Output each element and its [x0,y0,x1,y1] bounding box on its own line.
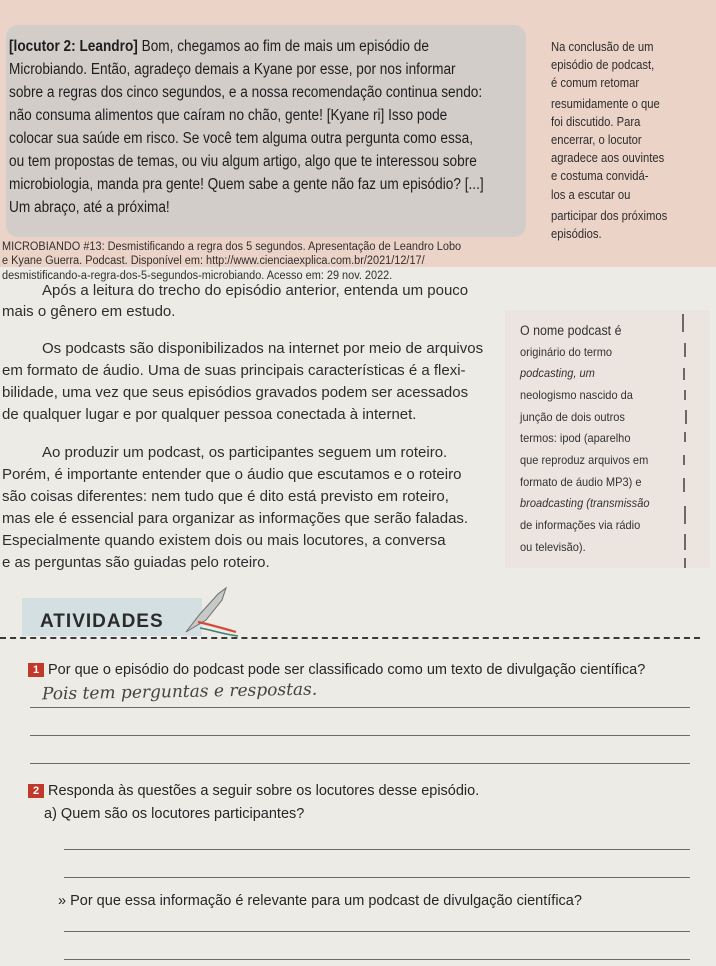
handwritten-answer-1: Pois tem perguntas e respostas. [41,679,318,705]
body-p1-line-2: mais o gênero em estudo. [2,303,176,320]
transcript-line-7: microbiologia, manda pra gente! Quem sabe a gente não faz um episódio? [...] [9,176,484,193]
sidebar-top-line-9: los a escutar ou [551,188,631,202]
transcript-line-1: [locutor 2: Leandro] Bom, chegamos ao fim de mais um episódio de [9,38,429,55]
body-p3-line-1: Ao produzir um podcast, os participantes seguem um roteiro. [42,444,448,461]
body-p2-line-4: de qualquer lugar e por qualquer pessoa conectada à internet. [2,406,417,423]
activities-title: ATIVIDADES [40,611,164,632]
glossary-bar-10 [684,534,686,550]
question-2-number: 2 [28,784,44,798]
glossary-line-10: de informações via rádio [520,518,641,532]
question-1-text: Por que o episódio do podcast pode ser classificado como um texto de divulgação científica? [48,662,646,678]
body-p2-line-2: em formato de áudio. Uma de suas principais características é a flexi- [2,362,466,379]
glossary-bar-7 [683,455,685,465]
sidebar-top-line-4: resumidamente o que [551,97,660,111]
body-p1-line-1: Após a leitura do trecho do episódio anterior, entenda um pouco [42,282,469,299]
glossary-bar-4 [684,390,686,400]
answer-line-2b-2 [64,959,690,960]
transcript-line-3: sobre a regras dos cinco segundos, e a nossa recomendação continua sendo: [9,84,483,101]
body-p3-line-6: e as perguntas são guiadas pelo roteiro. [2,554,270,571]
question-2-text: Responda às questões a seguir sobre os locutores desse episódio. [48,783,480,799]
glossary-line-6: termos: ipod (aparelho [520,431,631,445]
transcript-line-4: não consuma alimentos que caíram no chão, gente! [Kyane ri] Isso pode [9,107,448,124]
question-1 [28,662,645,678]
sidebar-top-line-1: Na conclusão de um [551,40,654,54]
glossary-bar-9 [684,506,686,524]
sidebar-top-line-2: episódio de podcast, [551,58,655,72]
answer-line-1a [30,707,690,708]
glossary-bar-3 [683,368,685,380]
body-p3-line-2: Porém, é importante entender que o áudio que escutamos e o roteiro [2,466,462,483]
sidebar-top-line-5: foi discutido. Para [551,115,641,129]
glossary-bar-5 [685,410,687,424]
glossary-line-9: broadcasting (transmissão [520,496,650,510]
glossary-line-1: O nome podcast é [520,323,622,338]
body-p2-line-1: Os podcasts são disponibilizados na internet por meio de arquivos [42,340,484,357]
glossary-line-7: que reproduz arquivos em [520,453,649,467]
glossary-bar-11 [684,558,686,568]
reference-line-3: desmistificando-a-regra-dos-5-segundos-microbiando. Acesso em: 29 nov. 2022. [2,270,393,282]
sidebar-top-line-8: e costuma convidá- [551,169,649,183]
sidebar-top-line-11: episódios. [551,227,602,241]
sidebar-top-line-7: agradece aos ouvintes [551,151,665,165]
glossary-bar-6 [684,432,686,442]
sidebar-top-line-6: encerrar, o locutor [551,133,642,147]
question-2 [28,783,479,799]
transcript-line-5: colocar sua saúde em risco. Se você tem alguma outra pergunta como essa, [9,130,474,147]
question-2b: » Por que essa informação é relevante para um podcast de divulgação científica? [58,893,582,909]
sidebar-top-line-10: participar dos próximos [551,209,668,223]
body-p2-line-3: bilidade, uma vez que seus episódios gravados podem ser acessados [2,384,469,401]
answer-line-1b [30,735,690,736]
speaker-label: [locutor 2: Leandro] [9,38,138,55]
transcript-line-8: Um abraço, até a próxima! [9,199,170,216]
transcript-line-6: ou tem propostas de temas, ou viu algum artigo, algo que te interessou sobre [9,153,477,170]
glossary-line-8: formato de áudio MP3) e [520,475,642,489]
transcript-line-2: Microbiando. Então, agradeço demais a Kyane por esse, por nos informar [9,61,456,78]
pen-icon [178,584,248,644]
answer-line-2a-1 [64,849,690,850]
sidebar-top-line-3: é comum retomar [551,76,640,90]
glossary-bar-1 [682,314,684,332]
glossary-bar-2 [684,343,686,357]
body-p3-line-4: mas ele é essencial para organizar as informações que serão faladas. [2,510,469,527]
body-p3-line-5: Especialmente quando existem dois ou mais locutores, a conversa [2,532,446,549]
activities-divider [0,637,700,639]
answer-line-2a-2 [64,877,690,878]
body-p3-line-3: são coisas diferentes: nem tudo que é dito está previsto em roteiro, [2,488,449,505]
glossary-line-3: podcasting, um [520,366,595,380]
reference-line-2: e Kyane Guerra. Podcast. Disponível em: http://www.cienciaexplica.com.br/2021/12/17/ [2,255,425,267]
answer-line-2b-1 [64,931,690,932]
glossary-bar-8 [683,478,685,492]
glossary-line-11: ou televisão). [520,540,586,554]
glossary-line-4: neologismo nascido da [520,388,633,402]
question-1-number: 1 [28,663,44,677]
glossary-line-2: originário do termo [520,345,613,359]
reference-line-1: MICROBIANDO #13: Desmistificando a regra dos 5 segundos. Apresentação de Leandro Lobo [2,241,462,253]
glossary-line-5: junção de dois outros [520,410,625,424]
answer-line-1c [30,763,690,764]
question-2a: a) Quem são os locutores participantes? [44,806,305,822]
